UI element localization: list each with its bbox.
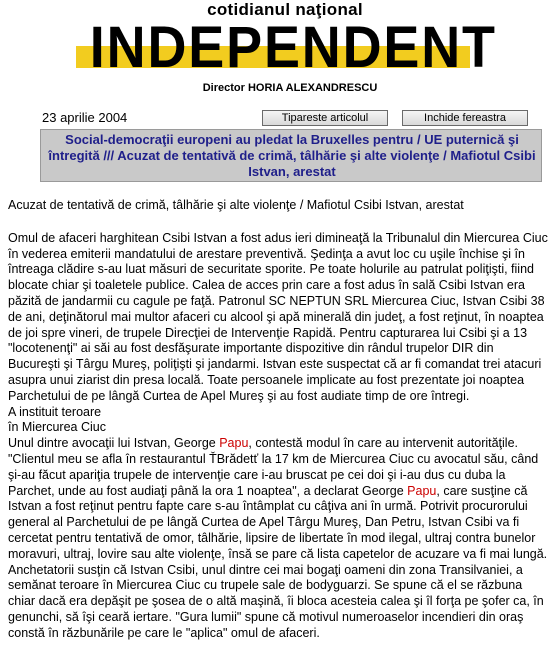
close-window-button[interactable]: Inchide fereastra [402,110,528,126]
article-body [8,198,548,642]
headline-box [40,129,542,182]
director-line: Director HORIA ALEXANDRESCU [202,82,378,94]
headline: Social-democraţii europeni au pledat la Bruxelles pentru / UE puternică şi întregită /// Acuzat de tentativă de crimă, tâlhărie şi alte violenţe / Mafiotul Csibi Istvan, arestat [48,132,536,179]
print-article-button[interactable]: Tipareste articolul [262,110,388,126]
article-lead: Acuzat de tentativă de crimă, tâlhărie şi alte violenţe / Mafiotul Csibi Istvan, arestat [8,198,464,212]
publication-date: 23 aprilie 2004 [42,110,128,125]
paragraph-2-part-a: Unul dintre avocaţii lui Istvan, George [8,436,220,451]
masthead-kicker: cotidianul naţional [207,0,363,19]
person-name-link[interactable]: Papu [219,436,249,451]
article-paragraph-2 [8,436,548,641]
logo-text: INDEPENDENT [89,15,497,80]
article-paragraph-1: Omul de afaceri harghitean Csibi Istvan a fost adus ieri dimineaţă la Tribunalul din Miercurea Ciuc în vederea emiterii mandatului de arestare preventivă. Şedinţa a avut loc cu uşile închise şi în întreaga clădire s-au luat măsuri de securitate sporite. Pe toate holurile au patrulat poliţişti, fiind blocate chiar şi toaletele publice. Calea de acces prin care a fost adus în sală Csibi Istvan era păzită de jandarmii cu cagule pe faţă. Patronul SC NEPTUN SRL Miercurea Ciuc, Istvan Csibi 38 de ani, deţinătorul mai multor afaceri cu alcool şi apă minerală din judeţ, a fost reţinut, în noaptea de joi spre vineri, de trupele Direcţiei de Intervenţie Rapidă. Pentru capturarea lui Csibi şi a 13 "locotenenţi" ai săi au fost desfăşurate importante dispozitive din rândul trupelor DIR din Bucureşti şi Târgu Mureş, poliţişti şi jandarmi. Istvan este suspectat că ar fi comandat trei atacuri asupra unui ziarist din presa locală. Toate persoanele implicate au fost prezentate joi noaptea Parchetului de pe lângă Curtea de Apel Mureş şi au fost audiate timp de ore întregi. [8,230,548,403]
article-subheading-1: A instituit teroare [8,404,102,419]
paragraph-2-part-c: , care susţine că Istvan a fost reţinut pentru fapte care s-au întâmplat cu câţiva ani în urmă. Potrivit procurorului general al Parchetului de pe lângă Curtea de Apel Târgu Mureş, Dan Petru, Istvan Csibi va fi cercetat pentru tentativă de omor, tâlhărie, lipsire de libertate în mod ilegal, ultraj contra bunelor moravuri, ultraj, lovire sau alte violenţe, însă se pare că lista capetelor de acuzare va fi mai lungă. Anchetatorii susţin că Istvan Csibi, unul dintre cei mai bogaţi oameni din zona Transilvaniei, a semănat teroare în Miercurea Ciuc cu trupele sale de bodyguarzi. Se spune că el se răzbuna chiar dacă era depăşit pe şosea de o altă maşină, îi bloca acesteia calea şi îl forţa pe şofer ca, în genunchi, să îşi ceară iertare. "Gura lumii" spune că motivul numeroaselor incendieri din oraş constă în răzbunările pe care le "aplica" omul de afaceri. [8,483,548,640]
paragraph-2-part-b: , contestă modul în care au intervenit autorităţile. "Clientul meu se afla în restaurantul ŤBrădetť la 17 km de Miercurea Ciuc cu avocatul său, când şi-au făcut apariţia trupele de intervenţie care i-au bruscat pe cei doi şi i-au dus cu duba la Parchet, unde au fost audiaţi până la ora 1 noaptea", a declarat George [8,436,539,498]
person-name-link[interactable]: Papu [407,483,437,498]
newspaper-logo [76,15,497,80]
article-subheading-2: în Miercurea Ciuc [8,420,106,435]
masthead [0,0,558,100]
